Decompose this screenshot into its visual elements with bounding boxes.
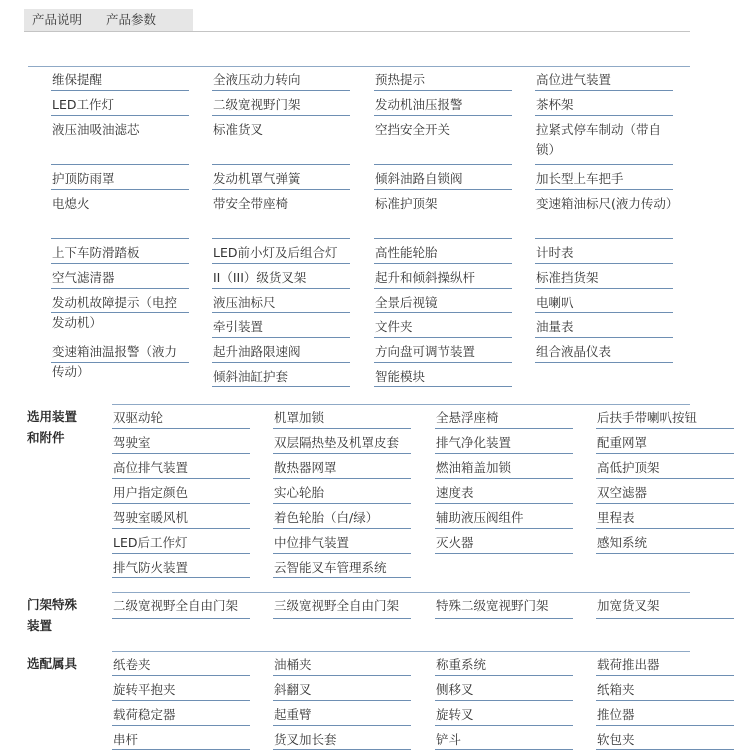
- spec-item: 驾驶室暖风机: [112, 504, 250, 529]
- spec-item: 油量表: [535, 313, 673, 338]
- spec-item: 高低护顶架: [596, 454, 734, 479]
- spec-item: 纸箱夹: [596, 676, 734, 701]
- spec-item: 起升和倾斜操纵杆: [374, 264, 512, 289]
- spec-item: 感知系统: [596, 529, 734, 554]
- spec-item: 文件夹: [374, 313, 512, 338]
- spec-item: 高位进气装置: [535, 66, 673, 91]
- spec-item: 侧移叉: [435, 676, 573, 701]
- spec-item: 称重系统: [435, 651, 573, 676]
- spec-item: 驾驶室: [112, 429, 250, 454]
- spec-item: II（III）级货叉架: [212, 264, 350, 289]
- spec-item: 标准货叉: [212, 116, 350, 165]
- spec-item: 斜翻叉: [273, 676, 411, 701]
- spec-item: 维保提醒: [51, 66, 189, 91]
- spec-item: 排气净化装置: [435, 429, 573, 454]
- spec-item: 带安全带座椅: [212, 190, 350, 239]
- spec-item: 双空滤器: [596, 479, 734, 504]
- spec-item: 三级宽视野全自由门架: [273, 592, 411, 619]
- spec-item: 灭火器: [435, 529, 573, 554]
- spec-item: 发动机故障提示（电控发动机）: [51, 289, 189, 313]
- spec-item: LED工作灯: [51, 91, 189, 116]
- spec-item: 串杆: [112, 726, 250, 750]
- spec-item: 空气滤清器: [51, 264, 189, 289]
- spec-item: 用户指定颜色: [112, 479, 250, 504]
- spec-item: 中位排气装置: [273, 529, 411, 554]
- spec-item: 云智能叉车管理系统: [273, 554, 411, 578]
- spec-item: 起重臂: [273, 701, 411, 726]
- spec-item: 高位排气装置: [112, 454, 250, 479]
- section-title: 选用装置和附件: [27, 409, 78, 445]
- spec-item: 铲斗: [435, 726, 573, 750]
- spec-item: 加宽货叉架: [596, 592, 734, 619]
- spec-item: 标准护顶架: [374, 190, 512, 239]
- spec-item: 推位器: [596, 701, 734, 726]
- spec-item: 发动机罩气弹簧: [212, 165, 350, 190]
- spec-item: 牵引装置: [212, 313, 350, 338]
- spec-item: 油桶夹: [273, 651, 411, 676]
- tab-bar: [24, 9, 690, 32]
- spec-item: 电熄火: [51, 190, 189, 239]
- spec-item: 高性能轮胎: [374, 239, 512, 264]
- spec-item: 纸卷夹: [112, 651, 250, 676]
- spec-item: 二级宽视野门架: [212, 91, 350, 116]
- spec-item: 里程表: [596, 504, 734, 529]
- spec-item: 燃油箱盖加锁: [435, 454, 573, 479]
- spec-item: 茶杯架: [535, 91, 673, 116]
- spec-item: 载荷推出器: [596, 651, 734, 676]
- spec-item: 起升油路限速阀: [212, 338, 350, 363]
- spec-item: LED后工作灯: [112, 529, 250, 554]
- spec-item: 护顶防雨罩: [51, 165, 189, 190]
- spec-item: 后扶手带喇叭按钮: [596, 404, 734, 429]
- section-title: 门架特殊装置: [27, 597, 78, 633]
- spec-item: 特殊二级宽视野门架: [435, 592, 573, 619]
- spec-item: 双驱动轮: [112, 404, 250, 429]
- spec-item: 全景后视镜: [374, 289, 512, 313]
- spec-item: 机罩加锁: [273, 404, 411, 429]
- spec-item: 全悬浮座椅: [435, 404, 573, 429]
- spec-item: 电喇叭: [535, 289, 673, 313]
- spec-item: 旋转叉: [435, 701, 573, 726]
- spec-item: 辅助液压阀组件: [435, 504, 573, 529]
- spec-item: 液压油标尺: [212, 289, 350, 313]
- spec-item: 计时表: [535, 239, 673, 264]
- spec-item: 配重网罩: [596, 429, 734, 454]
- spec-item: 上下车防滑踏板: [51, 239, 189, 264]
- spec-item: 货叉加长套: [273, 726, 411, 750]
- spec-item: 标准挡货架: [535, 264, 673, 289]
- spec-item: 加长型上车把手: [535, 165, 673, 190]
- section-title: 选配属具: [27, 656, 78, 671]
- tab-product-description[interactable]: 产品说明: [24, 9, 98, 31]
- spec-item: 液压油吸油滤芯: [51, 116, 189, 165]
- spec-item: 空挡安全开关: [374, 116, 512, 165]
- spec-item: 实心轮胎: [273, 479, 411, 504]
- spec-item: 旋转平抱夹: [112, 676, 250, 701]
- spec-item: 全液压动力转向: [212, 66, 350, 91]
- spec-item: 变速箱油标尺(液力传动）: [535, 190, 673, 239]
- spec-item: 倾斜油路自锁阀: [374, 165, 512, 190]
- spec-item: 软包夹: [596, 726, 734, 750]
- spec-item: LED前小灯及后组合灯: [212, 239, 350, 264]
- spec-item: 排气防火装置: [112, 554, 250, 578]
- spec-item: 方向盘可调节装置: [374, 338, 512, 363]
- spec-item: 变速箱油温报警（液力传动）: [51, 338, 189, 363]
- spec-item: 速度表: [435, 479, 573, 504]
- spec-item: 智能模块: [374, 363, 512, 387]
- spec-item: 载荷稳定器: [112, 701, 250, 726]
- spec-item: 二级宽视野全自由门架: [112, 592, 250, 619]
- spec-item: 倾斜油缸护套: [212, 363, 350, 387]
- spec-item: 组合液晶仪表: [535, 338, 673, 363]
- spec-item: 拉紧式停车制动（带自锁）: [535, 116, 673, 165]
- spec-item: 发动机油压报警: [374, 91, 512, 116]
- spec-item: 双层隔热垫及机罩皮套: [273, 429, 411, 454]
- spec-item: 散热器网罩: [273, 454, 411, 479]
- spec-item: 着色轮胎（白/绿）: [273, 504, 411, 529]
- spec-item: 预热提示: [374, 66, 512, 91]
- tab-product-parameters[interactable]: 产品参数: [98, 9, 193, 31]
